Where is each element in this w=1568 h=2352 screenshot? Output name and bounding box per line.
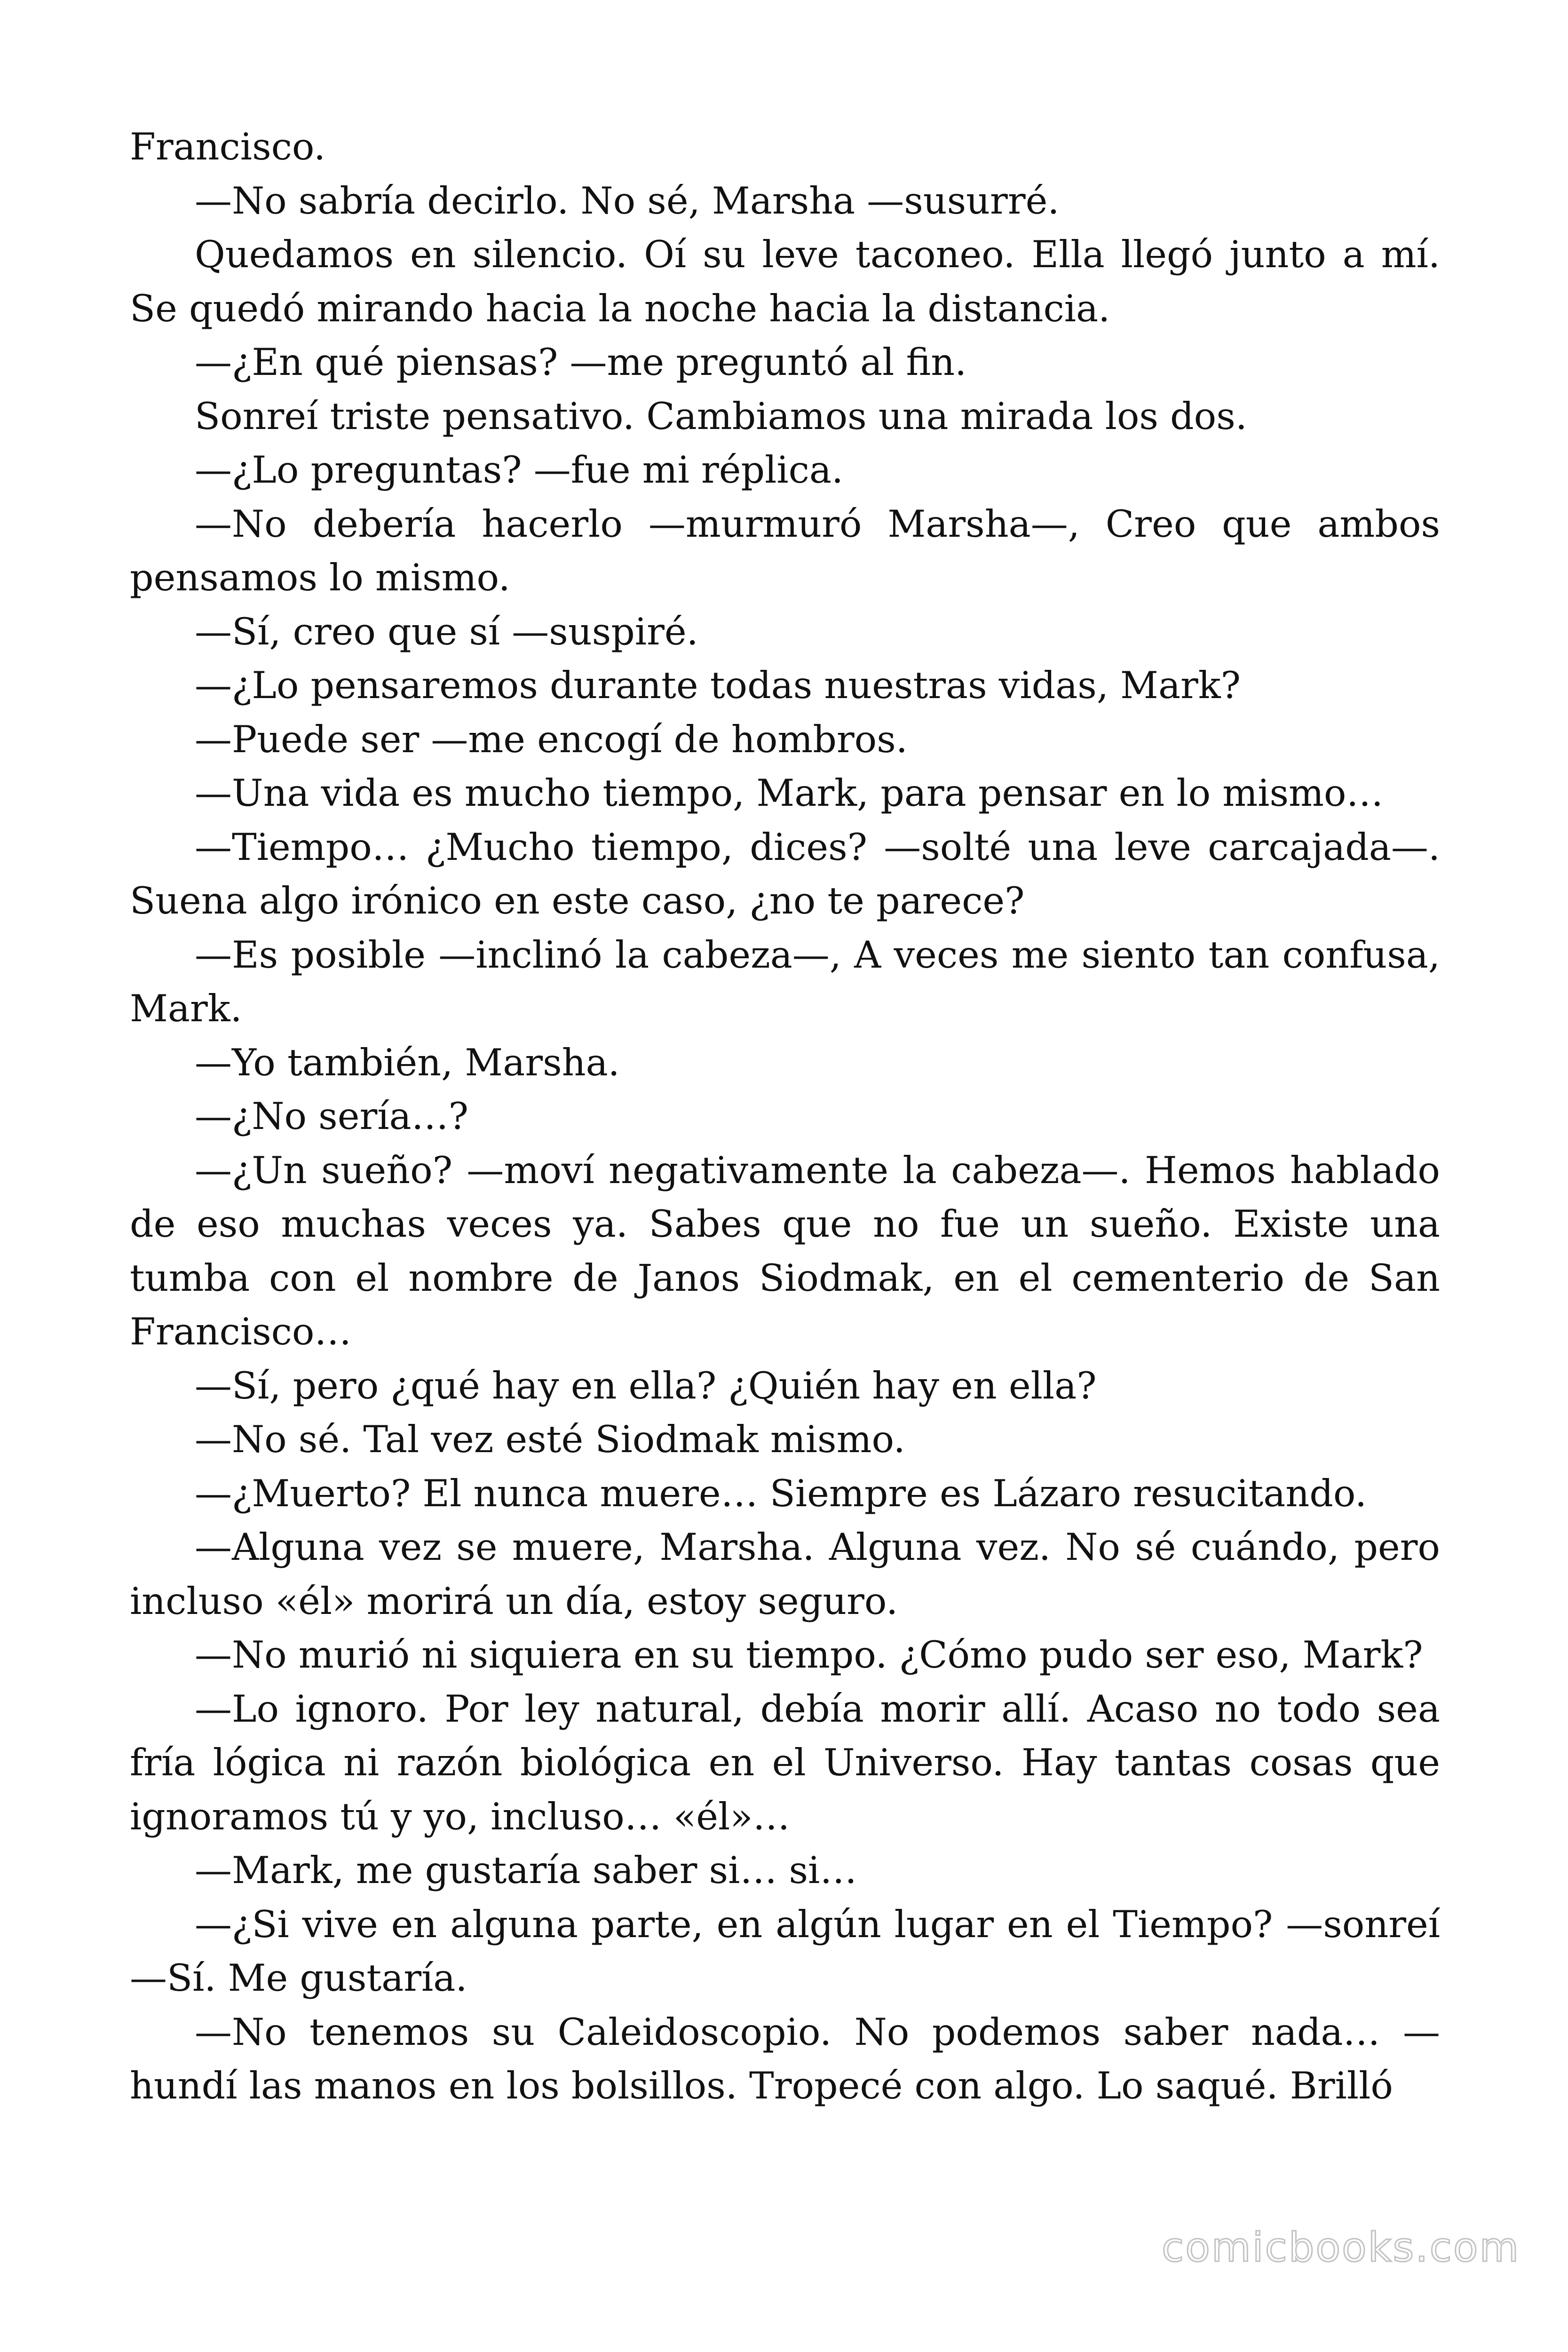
paragraph: —Alguna vez se muere, Marsha. Alguna vez. No sé cuándo, pero incluso «él» morirá un día, estoy seguro. [130,1526,1440,1623]
paragraph: —Yo también, Marsha. [195,1041,620,1084]
paragraph: Sonreí triste pensativo. Cambiamos una mirada los dos. [195,394,1247,438]
paragraph: —¿No sería…? [195,1095,468,1138]
paragraph: —¿En qué piensas? —me preguntó al fin. [195,341,967,384]
paragraph: —¿Muerto? El nunca muere… Siempre es Lázaro resucitando. [195,1471,1367,1515]
paragraph: —¿Si vive en alguna parte, en algún lugar en el Tiempo? —sonreí —Sí. Me gustaría. [130,1902,1440,2000]
paragraph: —Puede ser —me encogí de hombros. [195,717,908,761]
paragraph: —No sabría decirlo. No sé, Marsha —susurré. [195,179,1060,222]
paragraph: —Tiempo… ¿Mucho tiempo, dices? —solté una leve carcajada—. Suena algo irónico en este caso, ¿no te parece? [130,825,1440,922]
paragraph: —Una vida es mucho tiempo, Mark, para pensar en lo mismo… [195,771,1384,815]
page-body-text [130,120,1440,2113]
paragraph: Francisco. [130,125,326,168]
paragraph: —No tenemos su Caleidoscopio. No podemos saber nada… —hundí las manos en los bolsillos. Tropecé con algo. Lo saqué. Brilló [130,2010,1440,2107]
paragraph: —No debería hacerlo —murmuró Marsha—, Creo que ambos pensamos lo mismo. [130,502,1440,599]
paragraph: —¿Un sueño? —moví negativamente la cabeza—. Hemos hablado de eso muchas veces ya. Sabes que no fue un sueño. Existe una tumba con el nombre de Janos Siodmak, en el cementerio de San Francisco… [130,1148,1440,1353]
watermark: comicbooks.com [1162,2224,1520,2271]
paragraph: —¿Lo pensaremos durante todas nuestras vidas, Mark? [195,664,1241,707]
paragraph: —Mark, me gustaría saber si… si… [195,1849,857,1892]
paragraph: Quedamos en silencio. Oí su leve taconeo. Ella llegó junto a mí. Se quedó mirando hacia la noche hacia la distancia. [130,233,1440,330]
paragraph: —¿Lo preguntas? —fue mi réplica. [195,448,844,492]
paragraph: —Sí, pero ¿qué hay en ella? ¿Quién hay en ella? [195,1364,1097,1407]
paragraph: —Sí, creo que sí —suspiré. [195,610,698,653]
paragraph: —Lo ignoro. Por ley natural, debía morir allí. Acaso no todo sea fría lógica ni razón biológica en el Universo. Hay tantas cosas que ignoramos tú y yo, incluso… «él»… [130,1687,1440,1838]
paragraph: —Es posible —inclinó la cabeza—, A veces me siento tan confusa, Mark. [130,933,1440,1030]
paragraph: —No murió ni siquiera en su tiempo. ¿Cómo pudo ser eso, Mark? [195,1633,1423,1677]
paragraph: —No sé. Tal vez esté Siodmak mismo. [195,1418,905,1461]
